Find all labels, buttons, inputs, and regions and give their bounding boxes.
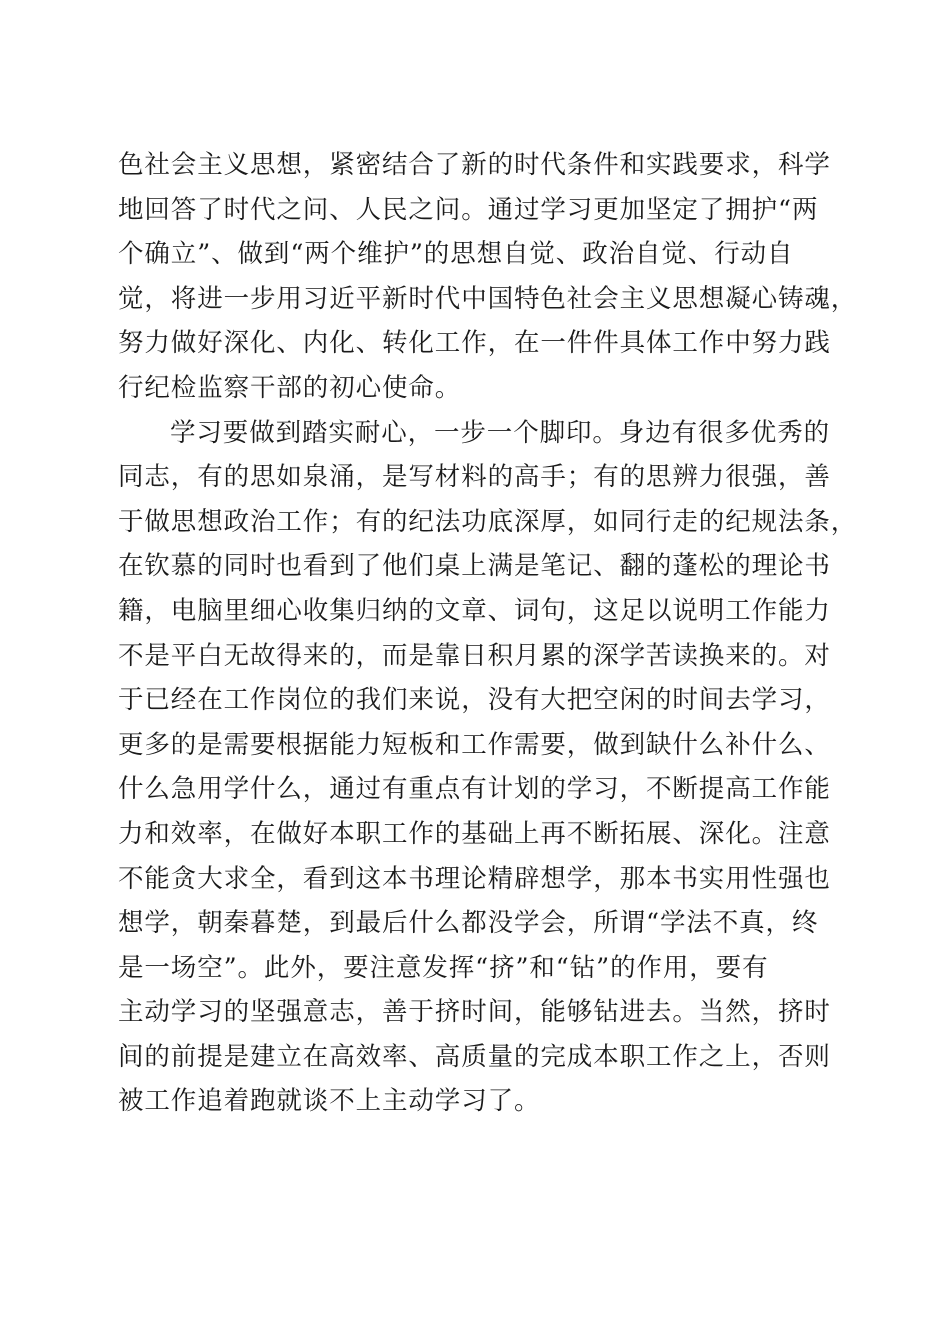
- body-text: [118, 143, 858, 1124]
- text-line: 于已经在工作岗位的我们来说，没有大把空闲的时间去学习，: [118, 685, 831, 716]
- text-line: 不能贪大求全，看到这本书理论精辟想学，那本书实用性强也: [118, 863, 831, 894]
- paragraph-2: [118, 411, 858, 1125]
- text-line: 被工作追着跑就谈不上主动学习了。: [118, 1086, 541, 1117]
- text-line: 更多的是需要根据能力短板和工作需要，做到缺什么补什么、: [118, 729, 831, 760]
- paragraph-1: [118, 143, 858, 411]
- text-line: 间的前提是建立在高效率、高质量的完成本职工作之上，否则: [118, 1041, 831, 1072]
- text-line: 想学，朝秦暮楚，到最后什么都没学会，所谓“学法不真，终: [118, 908, 819, 939]
- text-line: 主动学习的坚强意志，善于挤时间，能够钻进去。当然，挤时: [118, 997, 831, 1028]
- text-line: 不是平白无故得来的，而是靠日积月累的深学苦读换来的。对: [118, 640, 831, 671]
- text-line: 努力做好深化、内化、转化工作，在一件件具体工作中努力践: [118, 328, 831, 359]
- text-line: 力和效率，在做好本职工作的基础上再不断拓展、深化。注意: [118, 818, 831, 849]
- text-line: 地回答了时代之问、人民之问。通过学习更加坚定了拥护“两: [118, 194, 819, 225]
- text-line: 学习要做到踏实耐心，一步一个脚印。身边有很多优秀的: [170, 417, 831, 448]
- text-line: 在钦慕的同时也看到了他们桌上满是笔记、翻的蓬松的理论书: [118, 551, 831, 582]
- text-line: 是一场空”。此外，要注意发挥“挤”和“钻”的作用，要有: [118, 952, 769, 983]
- text-line: 行纪检监察干部的初心使命。: [118, 372, 462, 403]
- text-line: 觉，将进一步用习近平新时代中国特色社会主义思想凝心铸魂，: [118, 283, 858, 314]
- text-line: 个确立”、做到“两个维护”的思想自觉、政治自觉、行动自: [118, 239, 794, 270]
- text-line: 于做思想政治工作；有的纪法功底深厚，如同行走的纪规法条，: [118, 506, 858, 537]
- text-line: 色社会主义思想，紧密结合了新的时代条件和实践要求，科学: [118, 150, 831, 180]
- text-line: 籍，电脑里细心收集归纳的文章、词句，这足以说明工作能力: [118, 595, 831, 626]
- text-line: 同志，有的思如泉涌，是写材料的高手；有的思辨力很强，善: [118, 462, 831, 493]
- text-line: 什么急用学什么，通过有重点有计划的学习，不断提高工作能: [118, 774, 831, 805]
